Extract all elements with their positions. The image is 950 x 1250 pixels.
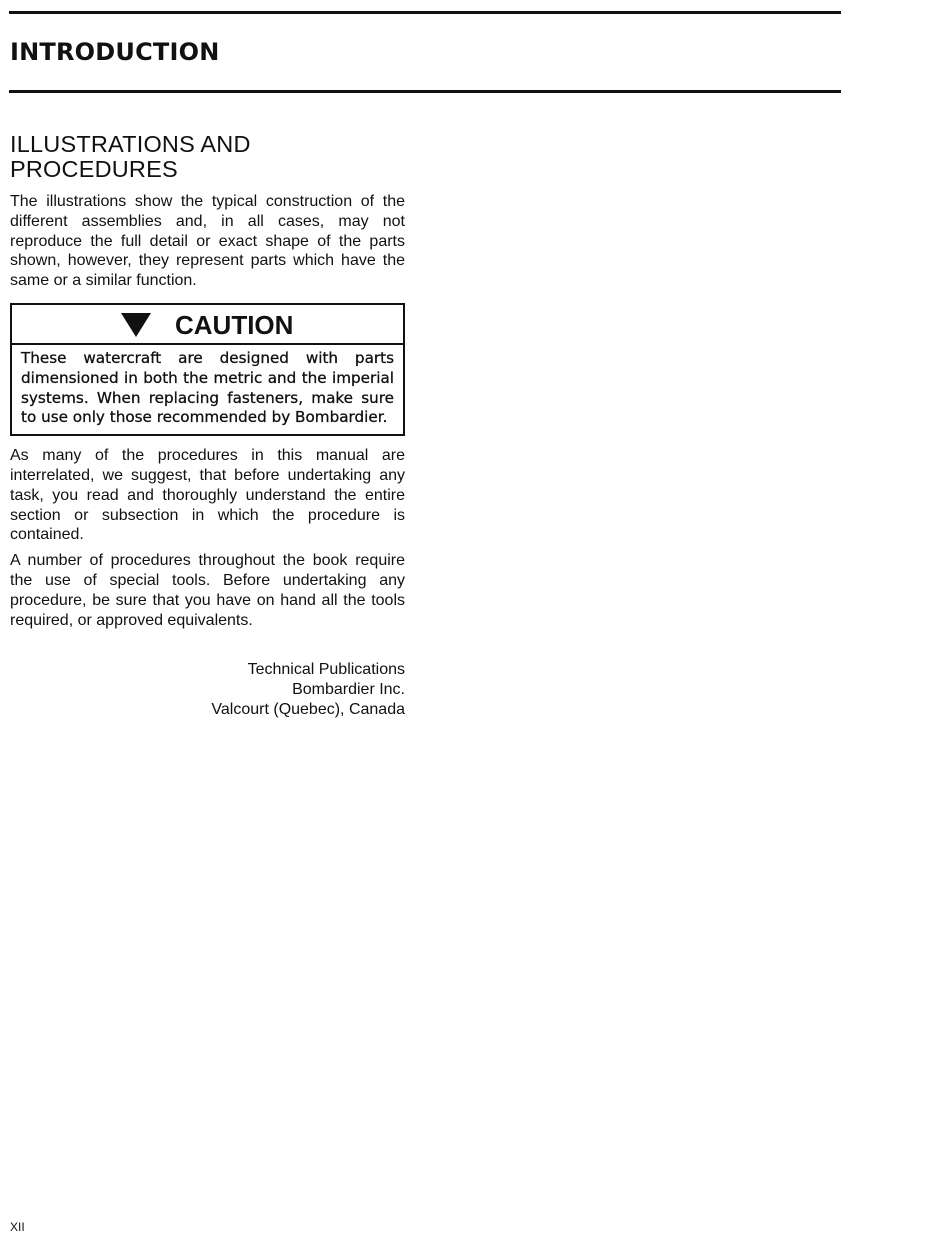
warning-triangle-icon	[121, 313, 151, 337]
signature-block	[10, 660, 405, 720]
paragraph-procedures: As many of the procedures in this manual are interrelated, we suggest, that before undertaking any task, you read and thoroughly understand the entire section or subsection in which the procedure is contained.	[10, 447, 405, 544]
section-title: ILLUSTRATIONS AND PROCEDURES	[10, 131, 251, 182]
header-top-rule	[9, 11, 841, 14]
chapter-title: INTRODUCTION	[10, 38, 220, 66]
signature-line-location: Valcourt (Quebec), Canada	[211, 701, 405, 719]
content-column	[10, 132, 405, 720]
caution-label: CAUTION	[175, 309, 294, 340]
paragraph-illustrations: The illustrations show the typical construction of the different assemblies and, in all cases, may not reproduce the full detail or exact shape of the parts shown, however, they represent parts which have the same or a similar function.	[10, 193, 405, 290]
caution-text: These watercraft are designed with parts dimensioned in both the metric and the imperial systems. When replacing fasteners, make sure to use only those recommended by Bombardier.	[21, 348, 394, 427]
caution-box	[10, 303, 405, 436]
page-number: XII	[10, 1220, 25, 1234]
signature-line-department: Technical Publications	[247, 661, 405, 679]
paragraph-special-tools: A number of procedures throughout the book require the use of special tools. Before undertaking any procedure, be sure that you have on hand all the tools required, or approved equivalents.	[10, 552, 405, 629]
header-bottom-rule	[9, 90, 841, 93]
signature-line-company: Bombardier Inc.	[292, 681, 405, 699]
caution-header	[12, 305, 403, 345]
